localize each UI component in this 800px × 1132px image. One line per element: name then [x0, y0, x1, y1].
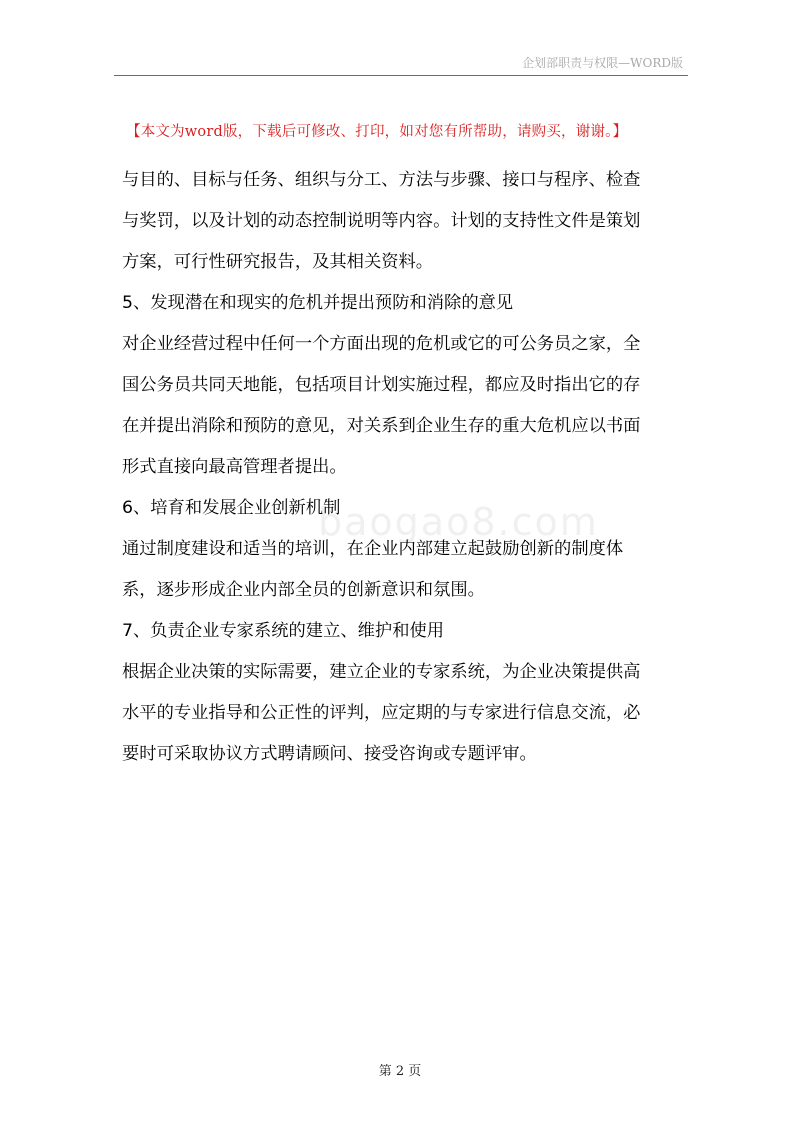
- section-heading-5: 5、发现潜在和现实的危机并提出预防和消除的意见: [122, 293, 514, 313]
- watermark: baogao8.com: [318, 500, 599, 544]
- paragraph-line: 系，逐步形成企业内部全员的创新意识和氛围。: [122, 580, 485, 600]
- paragraph-line: 水平的专业指导和公正性的评判，应定期的与专家进行信息交流，必: [122, 703, 641, 723]
- paragraph-5: [122, 324, 684, 488]
- paragraph-1: [122, 160, 684, 283]
- page-number: 第 2 页: [378, 1064, 422, 1079]
- paragraph-line: 根据企业决策的实际需要，建立企业的专家系统，为企业决策提供高: [122, 662, 641, 682]
- paragraph-line: 与奖罚，以及计划的动态控制说明等内容。计划的支持性文件是策划: [122, 211, 641, 231]
- section-heading-7: 7、负责企业专家系统的建立、维护和使用: [122, 621, 445, 641]
- paragraph-line: 与目的、目标与任务、组织与分工、方法与步骤、接口与程序、检查: [122, 170, 641, 190]
- paragraph-line: 通过制度建设和适当的培训，在企业内部建立起鼓励创新的制度体: [122, 539, 624, 559]
- paragraph-line: 对企业经营过程中任何一个方面出现的危机或它的可公务员之家，全: [122, 334, 641, 354]
- paragraph-line: 形式直接向最高管理者提出。: [122, 457, 347, 477]
- paragraph-line: 要时可采取协议方式聘请顾问、接受咨询或专题评审。: [122, 744, 537, 764]
- purchase-notice: 【本文为word版，下载后可修改、打印，如对您有所帮助，请购买，谢谢。】: [126, 124, 628, 140]
- paragraph-6: [122, 529, 684, 611]
- paragraph-7: [122, 652, 684, 775]
- paragraph-line: 在并提出消除和预防的意见，对关系到企业生存的重大危机应以书面: [122, 416, 641, 436]
- header-title: 企划部职责与权限—WORD版: [522, 56, 683, 70]
- document-body: [122, 160, 684, 775]
- paragraph-line: 国公务员共同天地能，包括项目计划实施过程，都应及时指出它的存: [122, 375, 641, 395]
- paragraph-line: 方案，可行性研究报告，及其相关资料。: [122, 252, 434, 272]
- section-heading-6: 6、培育和发展企业创新机制: [122, 498, 341, 518]
- header-rule: [114, 75, 688, 76]
